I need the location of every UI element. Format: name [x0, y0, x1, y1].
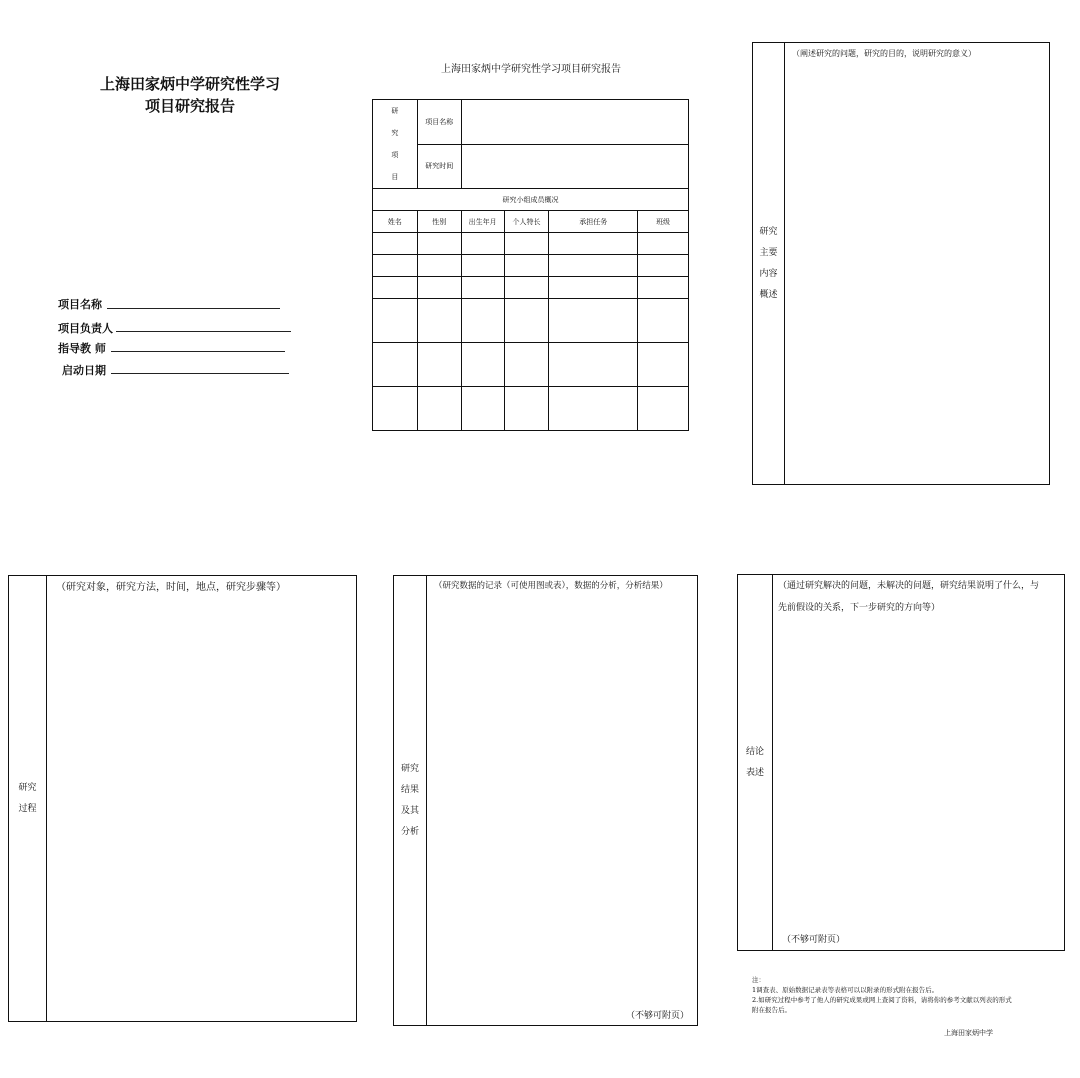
research-time-cell[interactable] — [461, 144, 688, 189]
process-box — [8, 575, 357, 1022]
conclusion-area[interactable] — [774, 621, 1064, 926]
conclusion-box — [737, 574, 1065, 951]
members-section-header: 研究小组成员概况 — [373, 189, 689, 211]
results-tail: （不够可附页） — [625, 1011, 689, 1021]
member-form-title: 上海田家炳中学研究性学习项目研究报告 — [441, 64, 621, 75]
field-line-project-name[interactable] — [107, 308, 280, 309]
field-line-project-leader[interactable] — [116, 331, 291, 332]
conclusion-label: 结论 表述 — [738, 575, 773, 950]
column-header-name: 姓名 — [373, 211, 418, 233]
project-name-label: 项目名称 — [417, 100, 461, 145]
content-summary-hint: （阐述研究的问题，研究的目的，说明研究的意义） — [792, 49, 976, 58]
results-hint: （研究数据的记录（可使用图或表），数据的分析，分析结果） — [434, 581, 668, 591]
field-label-project-leader: 项目负责人 — [58, 322, 113, 335]
process-hint: （研究对象，研究方法，时间，地点，研究步骤等） — [56, 582, 286, 593]
field-label-advisor: 指导教 师 — [58, 342, 106, 355]
field-line-advisor[interactable] — [111, 351, 285, 352]
research-time-label: 研究时间 — [417, 144, 461, 189]
table-row — [373, 255, 689, 277]
member-table — [372, 99, 689, 431]
results-area[interactable] — [428, 598, 697, 1001]
field-label-start-date: 启动日期 — [62, 364, 106, 377]
notes-line1: 1调查表、原始数据记录表等表格可以以附录的形式附在报告后。 — [752, 986, 939, 994]
column-header-birth: 出生年月 — [461, 211, 504, 233]
process-area[interactable] — [48, 600, 356, 1021]
table-row — [373, 233, 689, 255]
notes — [752, 975, 1052, 1015]
project-side-label: 研 究 项 目 — [373, 100, 418, 189]
notes-line3: 附在报告后。 — [752, 1006, 791, 1014]
column-header-task: 承担任务 — [549, 211, 638, 233]
field-label-project-name: 项目名称 — [58, 298, 102, 311]
process-label: 研究 过程 — [9, 576, 47, 1021]
school-name: 上海田家炳中学 — [944, 1029, 993, 1037]
notes-title: 注： — [752, 976, 765, 984]
conclusion-tail: （不够可附页） — [782, 935, 846, 945]
table-row — [373, 299, 689, 343]
field-line-start-date[interactable] — [111, 373, 289, 374]
cover-title-line2: 项目研究报告 — [144, 97, 235, 115]
cover-title-line1: 上海田家炳中学研究性学习 — [99, 75, 280, 93]
project-name-cell[interactable] — [461, 100, 688, 145]
results-label: 研究 结果 及其 分析 — [394, 576, 427, 1025]
column-header-specialty: 个人特长 — [504, 211, 549, 233]
conclusion-hint: （通过研究解决的问题，未解决的问题，研究结果说明了什么，与 先前假设的关系，下一步研究的方向等） — [778, 581, 1040, 613]
table-row — [373, 387, 689, 431]
column-header-class: 班级 — [638, 211, 689, 233]
content-summary-label: 研究 主要 内容 概述 — [753, 43, 785, 484]
column-header-gender: 性别 — [417, 211, 461, 233]
content-summary-area[interactable] — [786, 65, 1049, 484]
results-box — [393, 575, 698, 1026]
content-summary-box — [752, 42, 1050, 485]
notes-line2: 2.如研究过程中参考了他人的研究成果或网上查阅了资料，请将你的参考文献以列表的形式 — [752, 996, 1012, 1004]
cover-title — [60, 73, 320, 117]
table-row — [373, 277, 689, 299]
table-row — [373, 343, 689, 387]
